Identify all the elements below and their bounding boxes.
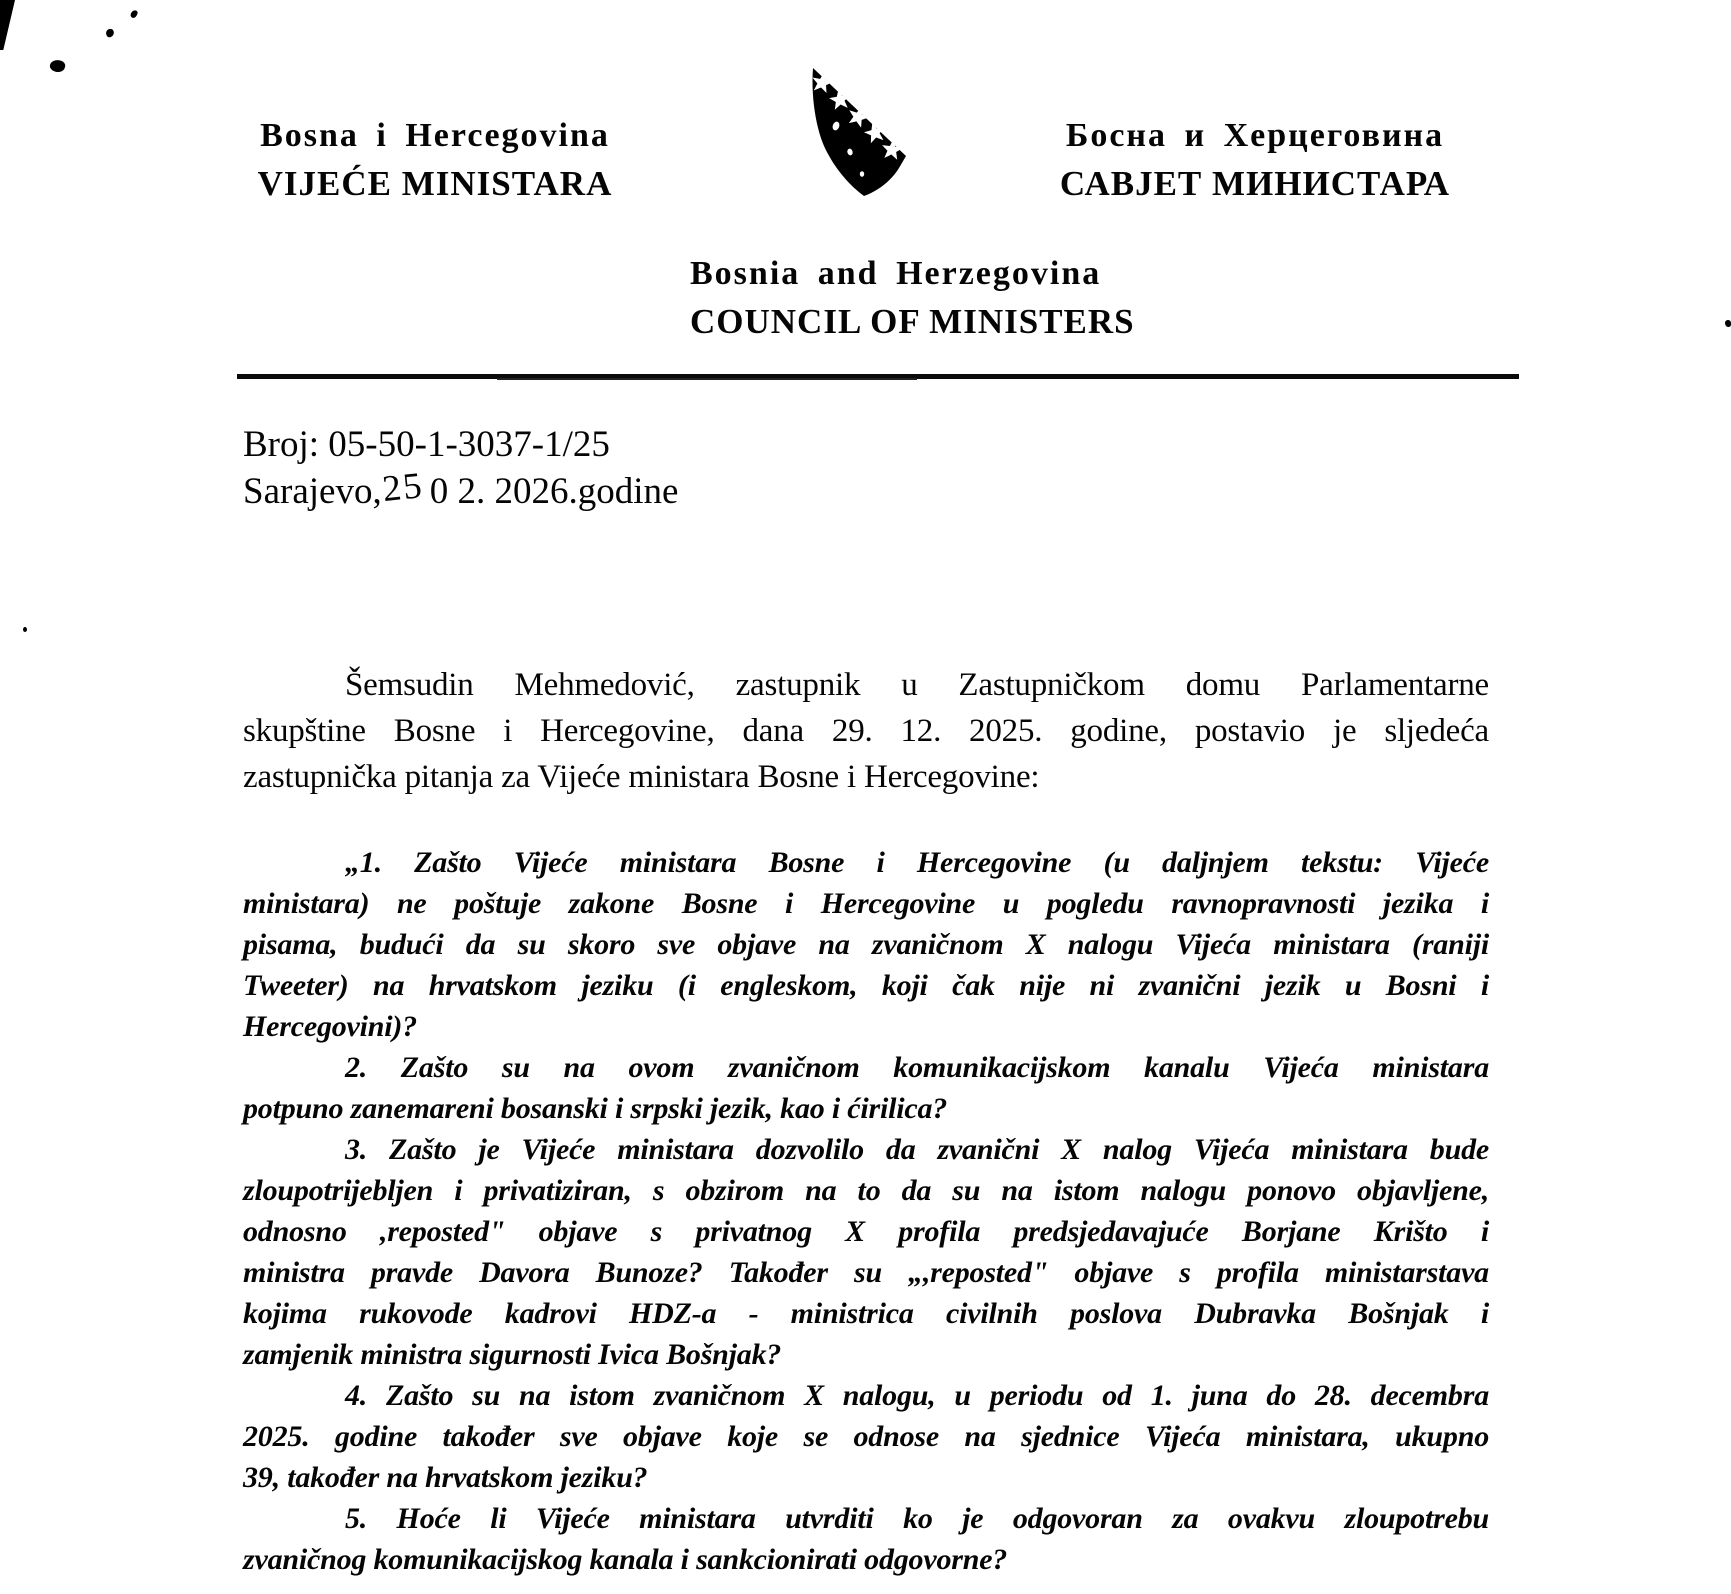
stamped-day: 25 bbox=[380, 464, 426, 511]
bih-coat-of-arms-icon bbox=[806, 64, 906, 198]
question-1 bbox=[243, 842, 1489, 1047]
question-4 bbox=[243, 1375, 1489, 1498]
text-line: ministara) ne poštuje zakone Bosne i Hercegovine u pogledu ravnopravnosti jezika i bbox=[243, 887, 1489, 920]
text-line: zamjenik ministra sigurnosti Ivica Bošnjak? bbox=[243, 1338, 782, 1371]
place-label: Sarajevo, bbox=[243, 471, 382, 512]
text-line: skupštine Bosne i Hercegovine, dana 29. 12. 2025. godine, postavio je sljedeća bbox=[243, 713, 1489, 749]
text-line: 2. Zašto su na ovom zvaničnom komunikacijskom kanalu Vijeća ministara bbox=[345, 1051, 1489, 1084]
question-5 bbox=[243, 1498, 1489, 1580]
text-line: zastupnička pitanja za Vijeće ministara Bosne i Hercegovine: bbox=[243, 759, 1040, 795]
scan-speck bbox=[49, 58, 67, 73]
text-line: zvaničnog komunikacijskog kanala i sankcionirati odgovorne? bbox=[243, 1543, 1008, 1576]
letterhead-center bbox=[690, 250, 1135, 346]
institution-name-english: COUNCIL OF MINISTERS bbox=[690, 302, 1135, 341]
text-line: Tweeter) na hrvatskom jeziku (i engleskom, koji čak nije ni zvanični jezik u Bosni i bbox=[243, 969, 1489, 1002]
scan-speck bbox=[129, 9, 138, 19]
letterhead-right bbox=[1045, 112, 1465, 208]
text-line: odnosno ,reposted" objave s privatnog X profila predsjedavajuće Borjane Krišto i bbox=[243, 1215, 1489, 1248]
text-line: 5. Hoće li Vijeće ministara utvrditi ko je odgovoran za ovakvu zloupotrebu bbox=[345, 1502, 1489, 1535]
institution-name-latin: VIJEĆE MINISTARA bbox=[257, 164, 613, 203]
questions-section bbox=[243, 842, 1489, 1580]
scan-speck bbox=[23, 627, 27, 632]
text-line: 4. Zašto su na istom zvaničnom X nalogu, u periodu od 1. juna do 28. decembra bbox=[345, 1379, 1489, 1412]
text-line: 39, također na hrvatskom jeziku? bbox=[243, 1461, 648, 1494]
scan-speck bbox=[1725, 320, 1731, 327]
text-line: 3. Zašto je Vijeće ministara dozvolilo da zvanični X nalog Vijeća ministara bude bbox=[345, 1133, 1489, 1166]
text-line: „1. Zašto Vijeće ministara Bosne i Hercegovine (u daljnjem tekstu: Vijeće bbox=[345, 846, 1489, 879]
text-line: pisama, budući da su skoro sve objave na zvaničnom X nalogu Vijeća ministara (raniji bbox=[243, 928, 1489, 961]
letterhead-left bbox=[240, 112, 630, 208]
question-3 bbox=[243, 1129, 1489, 1375]
reference-block bbox=[243, 421, 678, 515]
country-name-latin: Bosna i Hercegovina bbox=[260, 117, 610, 154]
date-text: 0 2. 2026.godine bbox=[429, 471, 679, 512]
letterhead-divider-line bbox=[237, 374, 1519, 379]
intro-paragraph bbox=[243, 662, 1489, 800]
text-line: potpuno zanemareni bosanski i srpski jezik, kao i ćirilica? bbox=[243, 1092, 948, 1125]
text-line: zloupotrijebljen i privatiziran, s obzirom na to da su na istom nalogu ponovo objavljene, bbox=[243, 1174, 1489, 1207]
scan-corner-artifact bbox=[0, 0, 15, 50]
reference-number: Broj: 05-50-1-3037-1/25 bbox=[243, 424, 610, 465]
institution-name-cyrillic: САВЈЕТ МИНИСТАРА bbox=[1059, 164, 1451, 203]
country-name-english: Bosnia and Herzegovina bbox=[690, 255, 1102, 292]
document-body bbox=[243, 662, 1489, 1580]
country-name-cyrillic: Босна и Херцеговина bbox=[1065, 117, 1445, 154]
text-line: ministra pravde Davora Bunoze? Također su „,reposted" objave s profila ministarstava bbox=[243, 1256, 1489, 1289]
question-2 bbox=[243, 1047, 1489, 1129]
text-line: Hercegovini)? bbox=[243, 1010, 418, 1043]
scan-speck bbox=[105, 28, 115, 38]
place-and-date-line bbox=[243, 464, 679, 515]
text-line: 2025. godine također sve objave koje se odnose na sjednice Vijeća ministara, ukupno bbox=[243, 1420, 1489, 1453]
text-line: Šemsudin Mehmedović, zastupnik u Zastupničkom domu Parlamentarne bbox=[345, 667, 1489, 703]
text-line: kojima rukovode kadrovi HDZ-a - ministrica civilnih poslova Dubravka Bošnjak i bbox=[243, 1297, 1489, 1330]
